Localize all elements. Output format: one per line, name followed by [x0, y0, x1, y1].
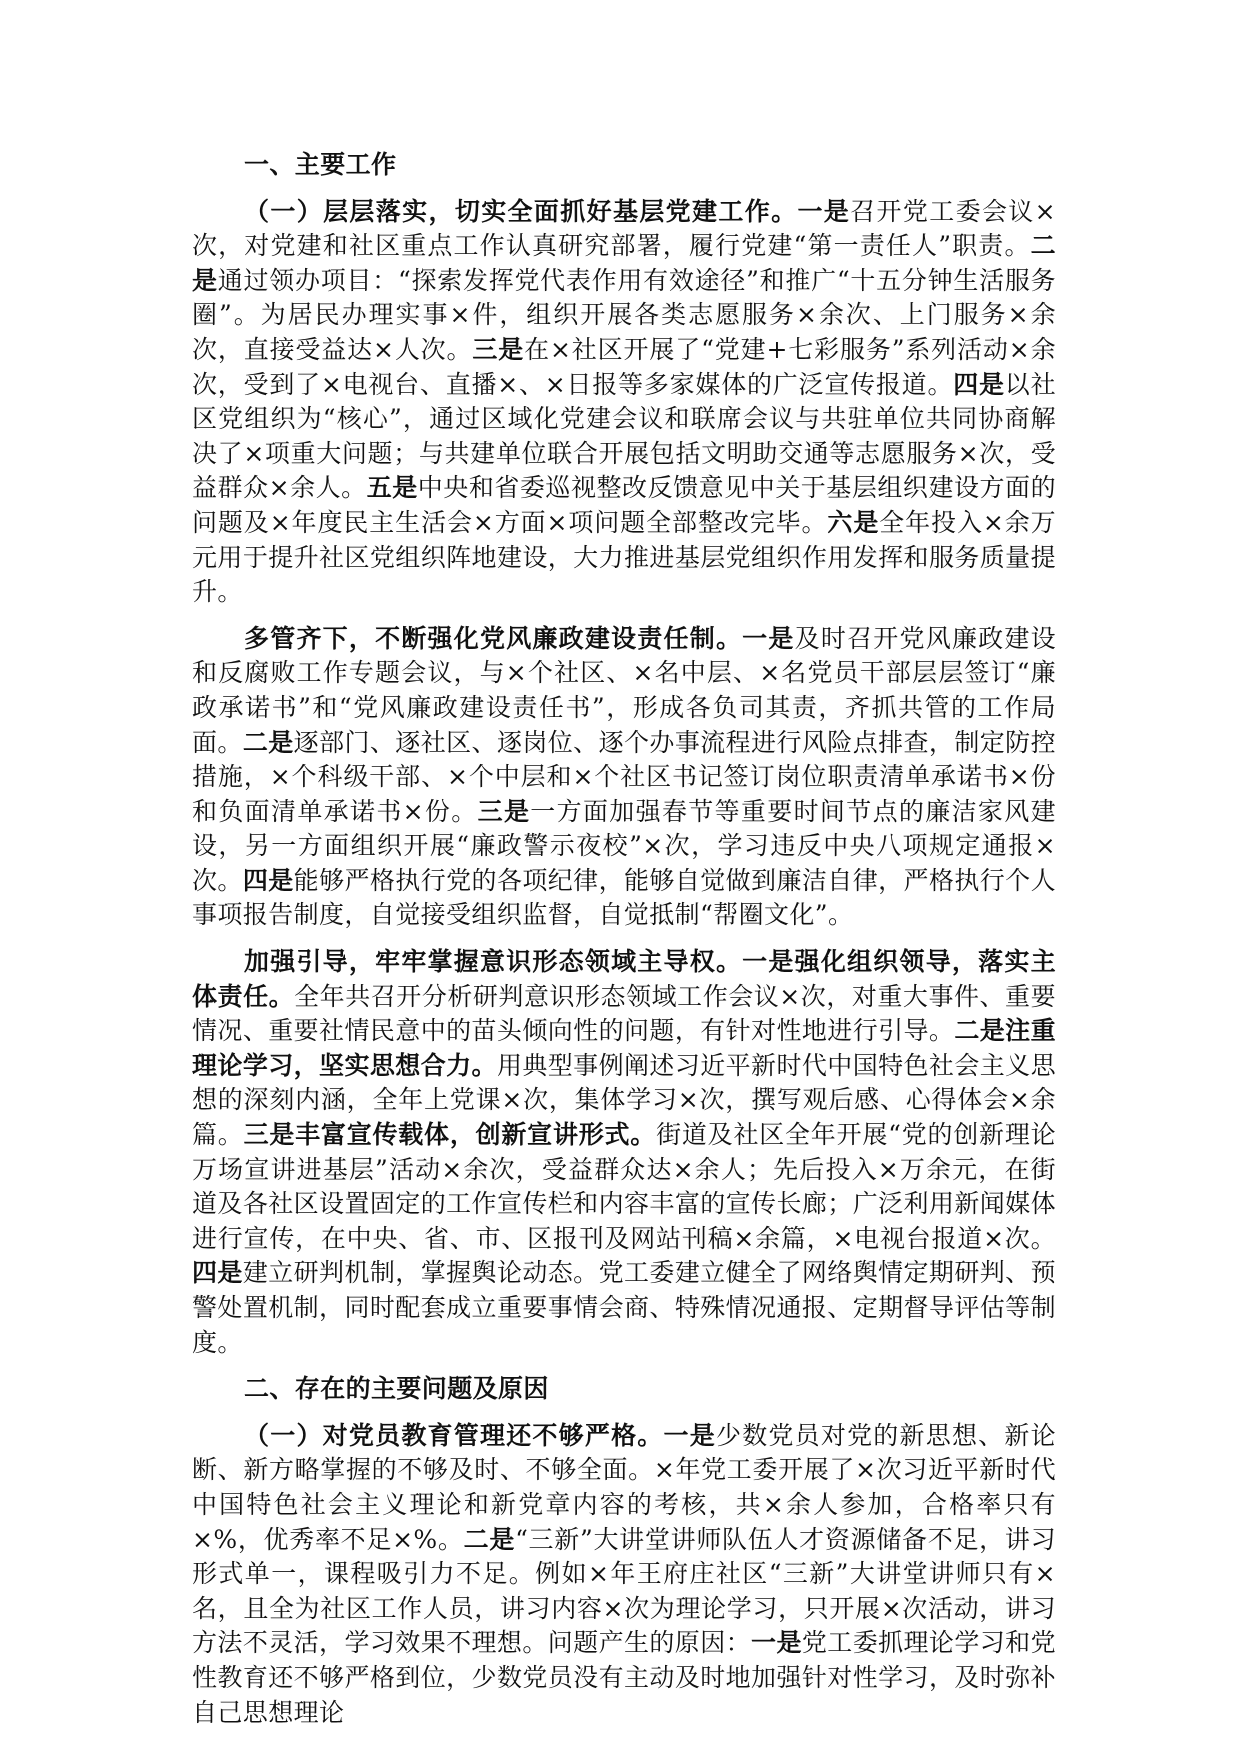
paragraph-lead: （一）对党员教育管理还不够严格。 [244, 1420, 664, 1450]
item-label: 一是 [663, 1420, 716, 1450]
item-label: 五是 [366, 473, 418, 503]
item-label: 一是 [742, 623, 795, 653]
item-text: 在×社区开展了“党建+七彩服务”系列活动×余次，受到了×电视台、直播×、×日报等多家媒体的广泛宣传报道。 [192, 334, 1056, 399]
item-label: 二是 [463, 1524, 516, 1554]
item-text: 建立研判机制，掌握舆论动态。党工委建立健全了网络舆情定期研判、预警处置机制，同时配套成立重要事情会商、特殊情况通报、定期督导评估等制度。 [192, 1258, 1056, 1357]
item-text: 街道及社区全年开展“党的创新理论万场宣讲进基层”活动×余次，受益群众达×余人；先后投入×万余元，在街道及各社区设置固定的工作宣传栏和内容丰富的宣传长廊；广泛利用新闻媒体进行宣传，在中央、省、市、区报刊及网站刊稿×余篇，×电视台报道×次。 [192, 1120, 1057, 1253]
section-heading-main-work: 一、主要工作 [244, 150, 397, 179]
item-text: 少数党员对党的新思想、新论断、新方略掌握的不够及时、不够全面。×年党工委开展了×次习近平新时代中国特色社会主义理论和新党章内容的考核，共×余人参加，合格率只有×%，优秀率不足×%。 [192, 1420, 1057, 1554]
item-label: 二是注重理论学习，坚实思想合力。 [192, 1016, 1056, 1080]
item-text: 逐部门、逐社区、逐岗位、逐个办事流程进行风险点排查，制定防控措施，×个科级干部、×个中层和×个社区书记签订岗位职责清单承诺书×份和负面清单承诺书×份。 [192, 727, 1056, 826]
item-text: 用典型事例阐述习近平新时代中国特色社会主义思想的深刻内涵，全年上党课×次，集体学习×次，撰写观后感、心得体会×余篇。 [192, 1050, 1056, 1150]
item-text: 及时召开党风廉政建设和反腐败工作专题会议，与×个社区、×名中层、×名党员干部层层签订“廉政承诺书”和“党风廉政建设责任书”，形成各负司其责，齐抓共管的工作局面。 [192, 623, 1056, 757]
item-text: 全年投入×余万元用于提升社区党组织阵地建设，大力推进基层党组织作用发挥和服务质量提升。 [192, 507, 1056, 607]
item-label: 四是 [192, 1258, 243, 1288]
item-text: 全年共召开分析研判意识形态领域工作会议×次，对重大事件、重要情况、重要社情民意中的苗头倾向性的问题，有针对性地进行引导。 [192, 981, 1056, 1046]
item-text: 召开党工委会议×次，对党建和社区重点工作认真研究部署，履行党建“第一责任人”职责。 [192, 196, 1056, 261]
item-text: 党工委抓理论学习和党性教育还不够严格到位，少数党员没有主动及时地加强针对性学习，及时弥补自己思想理论 [192, 1628, 1056, 1727]
item-text: 以社区党组织为“核心”，通过区域化党建会议和联席会议与共驻单位共同协商解决了×项重大问题；与共建单位联合开展包括文明助交通等志愿服务×次，受益群众×余人。 [192, 369, 1056, 503]
item-text: 能够严格执行党的各项纪律，能够自觉做到廉洁自律，严格执行个人事项报告制度，自觉接受组织监督，自觉抵制“帮圈文化”。 [192, 865, 1056, 930]
section-heading-problems: 二、存在的主要问题及原因 [244, 1374, 549, 1404]
item-label: 一是 [751, 1628, 802, 1658]
item-label: 六是 [827, 507, 880, 537]
item-label: 一是强化组织领导，落实主体责任。 [192, 947, 1056, 1011]
item-text: 通过领办项目：“探索发挥党代表作用有效途径”和推广“十五分钟生活服务圈”。为居民办理实事×件，组织开展各类志愿服务×余次、上门服务×余次，直接受益达×人次。 [192, 265, 1056, 364]
document-page [192, 148, 1056, 1742]
item-label: 一是 [797, 196, 851, 226]
item-label: 二是 [242, 727, 294, 757]
paragraph-lead: 多管齐下，不断强化党风廉政建设责任制。 [244, 623, 743, 653]
item-label: 三是丰富宣传载体，创新宣讲形式。 [243, 1120, 657, 1150]
item-label: 四是 [242, 865, 294, 895]
item-label: 三是 [477, 796, 531, 826]
paragraph-ideology [192, 945, 1056, 1360]
item-text: “三新”大讲堂讲师队伍人才资源储备不足，讲习形式单一，课程吸引力不足。例如×年王府庄社区“三新”大讲堂讲师只有×名，且全为社区工作人员，讲习内容×次为理论学习，只开展×次活动，讲习方法不灵活，学习效果不理想。问题产生的原因： [192, 1524, 1056, 1658]
item-text: 中央和省委巡视整改反馈意见中关于基层组织建设方面的问题及×年度民主生活会×方面×项问题全部整改完毕。 [192, 473, 1056, 537]
item-label: 三是 [472, 334, 525, 364]
item-label: 四是 [953, 369, 1005, 399]
item-text: 一方面加强春节等重要时间节点的廉洁家风建设，另一方面组织开展“廉政警示夜校”×次，学习违反中央八项规定通报×次。 [192, 796, 1056, 895]
paragraph-party-building [192, 195, 1056, 610]
item-label: 二是 [192, 231, 1056, 295]
paragraph-lead: （一）层层落实，切实全面抓好基层党建工作。 [244, 196, 798, 226]
paragraph-integrity [192, 622, 1056, 933]
paragraph-lead: 加强引导，牢牢掌握意识形态领域主导权。 [244, 947, 743, 977]
paragraph-member-education [192, 1419, 1056, 1730]
